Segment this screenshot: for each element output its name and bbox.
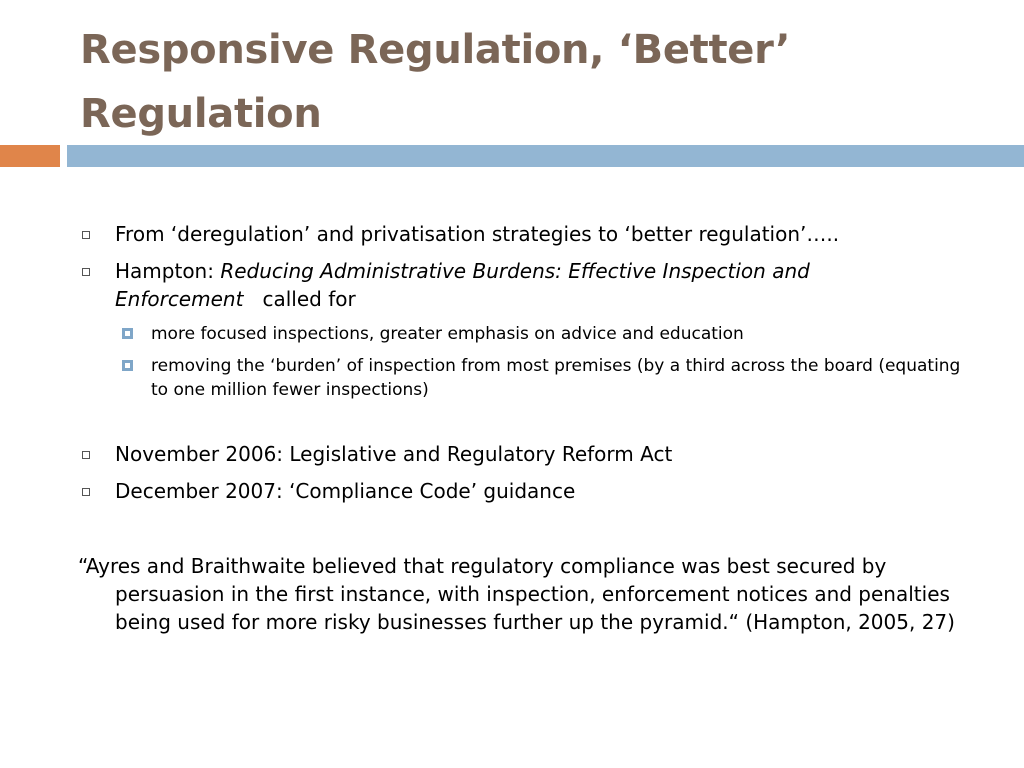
square-bullet-icon: [82, 451, 90, 459]
square-bullet-icon: [82, 231, 90, 239]
spacer: [78, 514, 978, 552]
bullet-item: [78, 220, 978, 248]
spacer: [78, 410, 978, 440]
bullet-item: [78, 257, 978, 313]
report-title: Reducing Administrative Burdens: Effective Inspection and Enforcement: [115, 259, 810, 311]
accent-bar-blue: [67, 145, 1024, 167]
filled-square-bullet-icon: [122, 328, 133, 339]
sub-bullet-text: removing the ‘burden’ of inspection from most premises (by a third across the board (equating to one million fewer inspections): [151, 356, 961, 400]
sub-bullet-text: more focused inspections, greater emphasis on advice and education: [151, 324, 744, 344]
sub-bullet-item: [78, 354, 978, 402]
bullet-text-suffix: called for: [262, 287, 356, 311]
filled-square-bullet-icon: [122, 360, 133, 371]
square-bullet-icon: [82, 268, 90, 276]
quote-paragraph: “Ayres and Braithwaite believed that regulatory compliance was best secured by persuasion in the first instance, with inspection, enforcement notices and penalties being used for more risky businesses further up the pyramid.“ (Hampton, 2005, 27): [78, 554, 955, 634]
slide-title: Responsive Regulation, ‘Better’ Regulation: [80, 27, 791, 137]
sub-bullet-item: [78, 322, 978, 346]
bullet-item: [78, 477, 978, 505]
bullet-text: November 2006: Legislative and Regulatory Reform Act: [115, 442, 673, 466]
bullet-text-prefix: Hampton:: [115, 259, 221, 283]
accent-bar-orange: [0, 145, 60, 167]
bullet-text: December 2007: ‘Compliance Code’ guidance: [115, 479, 576, 503]
bullet-text: From ‘deregulation’ and privatisation strategies to ‘better regulation’…..: [115, 222, 840, 246]
slide-content: [78, 220, 978, 636]
square-bullet-icon: [82, 488, 90, 496]
bullet-item: [78, 440, 978, 468]
